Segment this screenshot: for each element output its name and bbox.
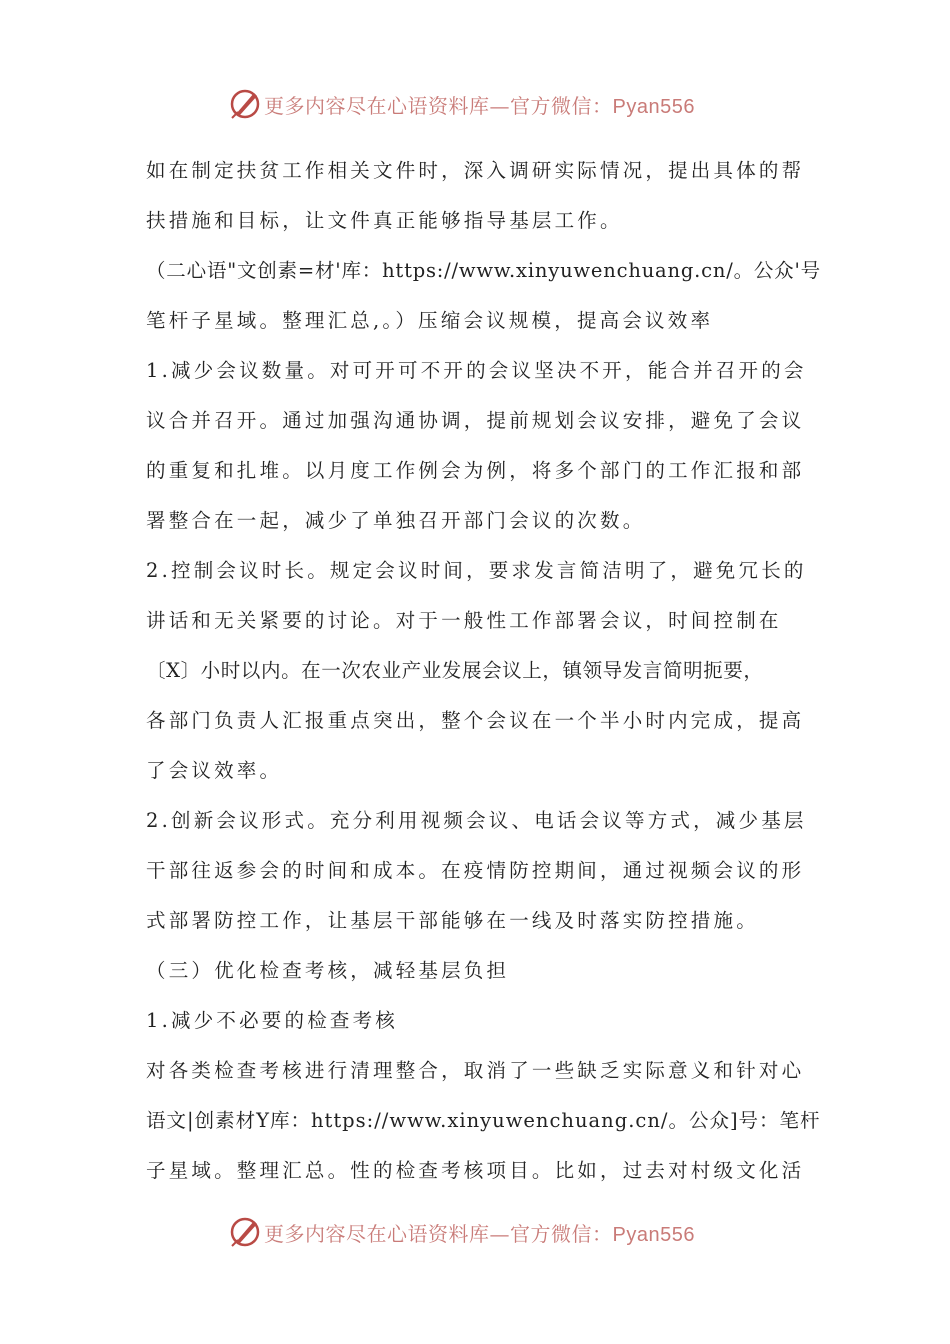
body-line: 式部署防控工作，让基层干部能够在一线及时落实防控措施。 <box>146 909 759 932</box>
header-wechat-label: 官方微信： <box>510 93 613 118</box>
footer-banner-inner <box>228 1212 695 1252</box>
section-heading: （三）优化检查考核，减轻基层负担 <box>146 959 510 982</box>
body-line: 〔X〕小时以内。在一次农业产业发展会议上，镇领导发言简明扼要， <box>146 659 764 682</box>
footer-banner-slogan: 更多内容尽在心语资料库 <box>264 1221 490 1246</box>
body-line: 干部往返参会的时间和成本。在疫情防控期间，通过视频会议的形 <box>146 859 805 882</box>
body-line: 了会议效率。 <box>146 759 283 782</box>
body-line: 如在制定扶贫工作相关文件时，深入调研实际情况，提出具体的帮 <box>146 159 805 182</box>
header-wechat-id: Pyan556 <box>612 95 695 118</box>
body-line: 1.减少会议数量。对可开可不开的会议坚决不开，能合并召开的会 <box>146 359 807 382</box>
header-banner <box>0 84 950 124</box>
document-body <box>146 146 821 1196</box>
body-line: 笔杆子星域。整理汇总,。）压缩会议规模，提高会议效率 <box>146 309 714 332</box>
body-line: （二心语"文创素=材'库：https://www.xinyuwenchuang.cn/。公众'号 <box>146 259 821 282</box>
body-line: 议合并召开。通过加强沟通协调，提前规划会议安排，避免了会议 <box>146 409 805 432</box>
header-banner-text <box>264 90 695 119</box>
body-line: 署整合在一起，减少了单独召开部门会议的次数。 <box>146 509 646 532</box>
footer-banner-separator: — <box>489 1221 510 1246</box>
header-banner-separator: — <box>489 93 510 118</box>
body-line: 各部门负责人汇报重点突出，整个会议在一个半小时内完成，提高 <box>146 709 805 732</box>
body-line: 2.创新会议形式。充分利用视频会议、电话会议等方式，减少基层 <box>146 809 807 832</box>
quill-pen-logo-icon <box>228 87 262 121</box>
body-line: 2.控制会议时长。规定会议时间，要求发言简洁明了，避免冗长的 <box>146 559 807 582</box>
footer-wechat-id: Pyan556 <box>612 1223 695 1246</box>
body-line: 语文|创素材Y库：https://www.xinyuwenchuang.cn/。公众]号：笔杆 <box>146 1109 821 1132</box>
header-banner-inner <box>228 84 695 124</box>
body-line: 讲话和无关紧要的讨论。对于一般性工作部署会议，时间控制在 <box>146 609 782 632</box>
subsection-heading: 1.减少不必要的检查考核 <box>146 1009 399 1032</box>
body-line: 扶措施和目标，让文件真正能够指导基层工作。 <box>146 209 623 232</box>
footer-wechat-label: 官方微信： <box>510 1221 613 1246</box>
body-line: 的重复和扎堆。以月度工作例会为例，将多个部门的工作汇报和部 <box>146 459 805 482</box>
body-line: 子星域。整理汇总。性的检查考核项目。比如，过去对村级文化活 <box>146 1159 805 1182</box>
footer-banner-text <box>264 1218 695 1247</box>
body-line: 对各类检查考核进行清理整合，取消了一些缺乏实际意义和针对心 <box>146 1059 805 1082</box>
footer-banner <box>0 1212 950 1252</box>
quill-pen-logo-icon <box>228 1215 262 1249</box>
header-banner-slogan: 更多内容尽在心语资料库 <box>264 93 490 118</box>
